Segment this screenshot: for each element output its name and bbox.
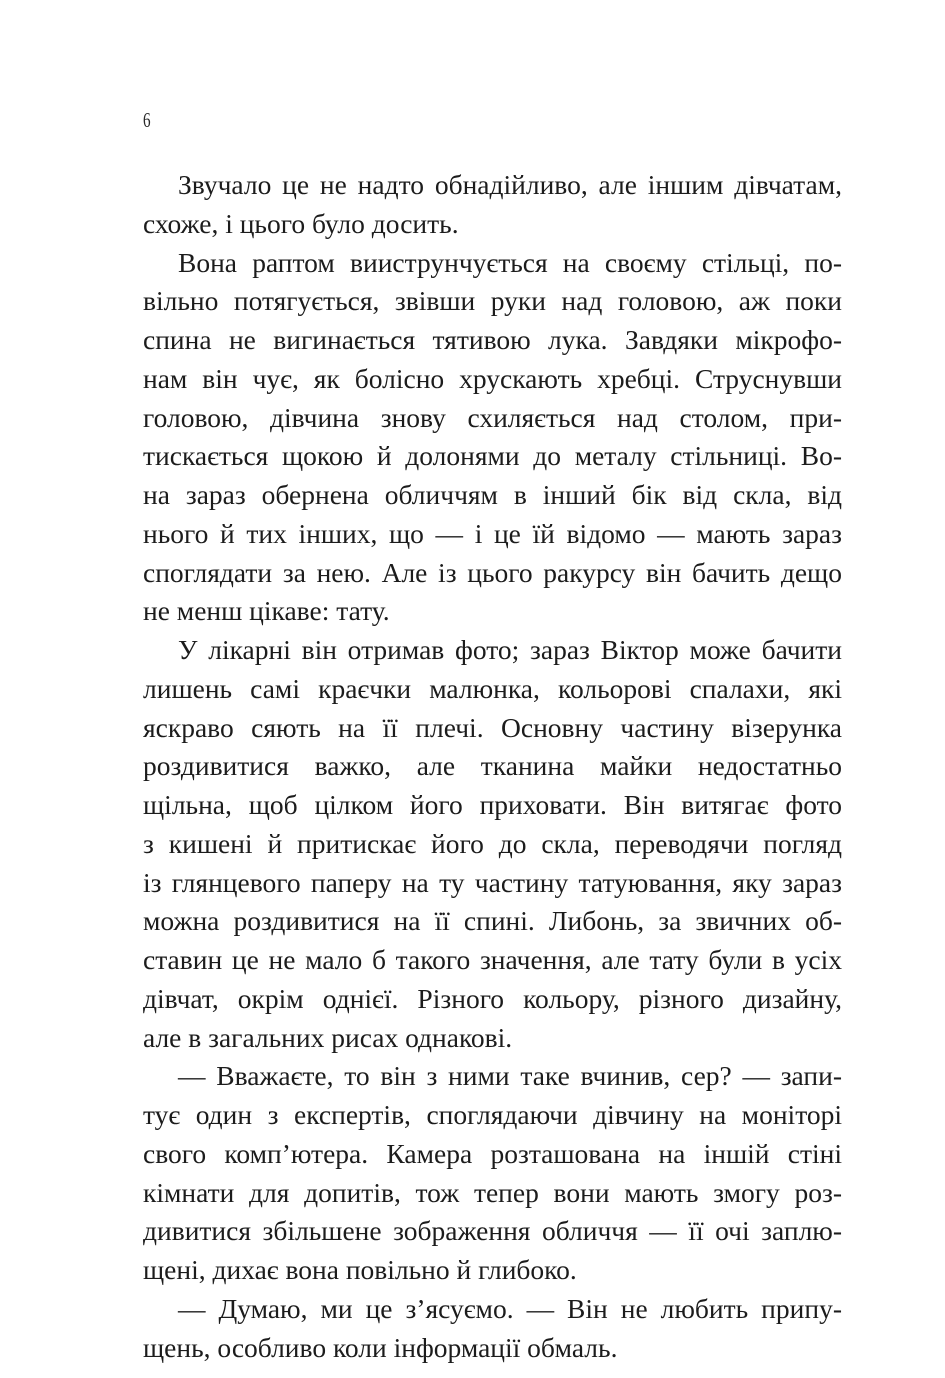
- text-line: вільно потягується, звівши руки над головою, аж поки: [143, 285, 842, 317]
- text-line: можна роздивитися на її спині. Либонь, за звичних об-: [143, 905, 842, 937]
- text-line: — Думаю, ми це з’ясуємо. — Він не любить припу-: [178, 1292, 842, 1324]
- text-line: свого комп’ютера. Камера розташована на іншій стіні: [143, 1137, 842, 1169]
- text-line: тує один з експертів, споглядаючи дівчину на моніторі: [143, 1099, 842, 1130]
- body-text: [143, 166, 842, 1367]
- text-line: У лікарні він отримав фото; зараз Віктор може бачити: [178, 634, 842, 665]
- text-line: з кишені й притискає його до скла, переводячи погляд: [143, 827, 842, 859]
- page-number: 6: [143, 108, 151, 132]
- text-line: спина не вигинається тятивою лука. Завдяки мікрофо-: [143, 324, 842, 355]
- text-line: нам він чує, як болісно хрускають хребці. Струснувши: [143, 362, 842, 394]
- text-line: Вона раптом вииструнчується на своєму стільці, по-: [178, 246, 842, 278]
- text-line: Звучало це не надто обнадійливо, але іншим дівчатам,: [178, 169, 842, 200]
- text-line: тискається щокою й долонями до металу стільниці. Во-: [143, 440, 842, 472]
- text-line: лишень самі краєчки малюнка, кольорові спалахи, які: [143, 672, 842, 704]
- text-line: але в загальних рисах однакові.: [143, 1021, 513, 1053]
- text-line: щені, дихає вона повільно й глибоко.: [143, 1254, 577, 1285]
- text-line: роздивитися важко, але тканина майки недостатньо: [143, 750, 842, 782]
- text-line: ставин це не мало б такого значення, але тату були в усіх: [143, 944, 842, 975]
- text-line: кімнати для допитів, тож тепер вони мають змогу роз-: [143, 1176, 842, 1208]
- text-line: — Вважаєте, то він з ними таке вчинив, сер? — запи-: [178, 1060, 842, 1092]
- text-line: дівчат, окрім однієї. Різного кольору, різного дизайну,: [143, 982, 842, 1014]
- text-line: дивитися збільшене зображення обличчя — її очі заплю-: [143, 1215, 842, 1247]
- text-line: головою, дівчина знову схиляється над столом, при-: [143, 401, 842, 433]
- text-line: яскраво сяють на її плечі. Основну частину візерунка: [143, 711, 842, 743]
- text-line: із глянцевого паперу на ту частину татуювання, яку зараз: [143, 866, 842, 898]
- text-line: споглядати за нею. Але із цього ракурсу він бачить дещо: [143, 556, 842, 588]
- text-line: щень, особливо коли інформації обмаль.: [143, 1331, 618, 1363]
- text-line: не менш цікаве: тату.: [143, 595, 390, 627]
- text-line: щільна, щоб цілком його приховати. Він витягає фото: [143, 789, 842, 820]
- text-line: на зараз обернена обличчям в інший бік від скла, від: [143, 479, 842, 510]
- text-line: схоже, і цього було досить.: [143, 207, 459, 239]
- text-line: нього й тих інших, що — і це їй відомо — мають зараз: [143, 517, 842, 549]
